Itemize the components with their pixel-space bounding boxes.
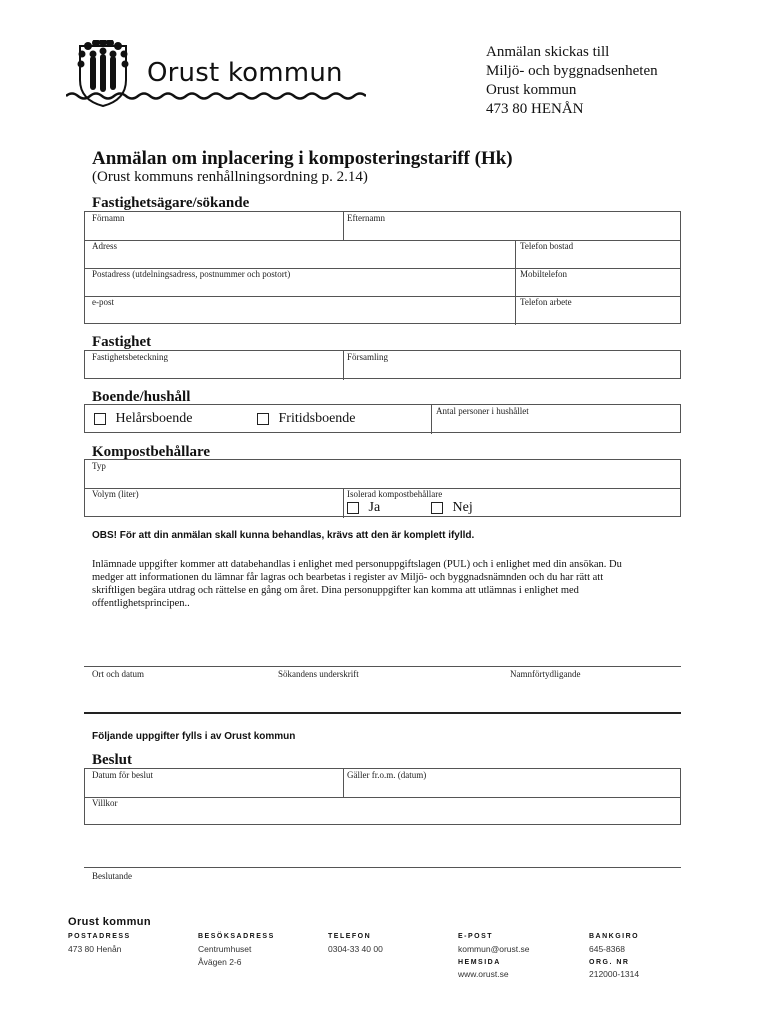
field-label: Datum för beslut — [92, 770, 153, 780]
option-label: Helårsboende — [115, 411, 193, 426]
postadress-field[interactable] — [92, 269, 290, 279]
fornamn-field[interactable] — [92, 213, 125, 223]
field-label: Volym (liter) — [92, 489, 139, 499]
field-label: Efternamn — [347, 213, 385, 223]
beslutande-line[interactable] — [84, 867, 681, 868]
field-label: Gäller fr.o.m. (datum) — [347, 770, 427, 780]
nej-option[interactable] — [431, 500, 473, 516]
ort-datum-label: Ort och datum — [92, 669, 144, 679]
address-line: Anmälan skickas till — [486, 44, 610, 60]
form-title: Anmälan om inplacering i komposteringstariff (Hk) — [92, 148, 513, 169]
isolerad-label: Isolerad kompostbehållare — [347, 489, 443, 499]
section-heading-owner: Fastighetsägare/sökande — [92, 195, 250, 211]
field-label: Postadress (utdelningsadress, postnummer och postort) — [92, 269, 291, 279]
footer-hemsida[interactable]: www.orust.se — [458, 969, 509, 979]
volym-field[interactable] — [92, 489, 139, 499]
owner-fields — [84, 211, 681, 324]
property-fields — [84, 350, 681, 379]
logo-wordmark: Orust kommun — [147, 58, 343, 88]
field-label: e-post — [92, 297, 114, 307]
divider — [84, 712, 681, 714]
address-line: Orust kommun — [486, 82, 577, 98]
fastighetsbeteckning-field[interactable] — [92, 352, 168, 362]
antal-personer-field[interactable] — [436, 406, 529, 416]
footer-postadress-heading: POSTADRESS — [68, 933, 131, 940]
paragraph-line: offentlighetsprincipen.. — [92, 598, 190, 609]
decision-fields — [84, 768, 681, 825]
footer-orgnr-heading: ORG. NR — [589, 959, 630, 966]
villkor-field[interactable] — [92, 798, 117, 808]
footer-bankgiro: 645-8368 — [589, 944, 625, 954]
section-heading-housing: Boende/hushåll — [92, 389, 191, 405]
telefon-arbete-field[interactable] — [520, 297, 572, 307]
pul-paragraph — [92, 558, 677, 610]
field-label: Församling — [347, 352, 389, 362]
field-label: Villkor — [92, 798, 118, 808]
galler-from-field[interactable] — [347, 770, 426, 780]
datum-beslut-field[interactable] — [92, 770, 153, 780]
paragraph-line: medger att informationen du lämnar får lagras och bearbetas i register av Miljö- och byggnadsnämnden och du har rätt att — [92, 572, 604, 583]
section-heading-property: Fastighet — [92, 334, 152, 350]
mobiltelefon-field[interactable] — [520, 269, 567, 279]
option-label: Nej — [452, 500, 473, 515]
paragraph-line: Inlämnade uppgifter kommer att databehandlas i enlighet med personuppgiftslagen (PUL) och i enlighet med din ansökan. Du — [92, 559, 622, 570]
field-label: Mobiltelefon — [520, 269, 567, 279]
underskrift-label: Sökandens underskrift — [278, 669, 359, 679]
ja-option[interactable] — [347, 500, 380, 516]
fritidsboende-checkbox[interactable] — [257, 413, 269, 425]
field-label: Förnamn — [92, 213, 125, 223]
footer-besoksadress-heading: BESÖKSADRESS — [198, 933, 275, 940]
option-label: Fritidsboende — [278, 411, 356, 426]
signature-line[interactable] — [84, 666, 681, 667]
forsamling-field[interactable] — [347, 352, 388, 362]
typ-field[interactable] — [92, 461, 106, 471]
field-label: Telefon bostad — [520, 241, 574, 251]
option-label: Ja — [368, 500, 381, 515]
section-heading-decision: Beslut — [92, 752, 133, 768]
housing-fields — [84, 404, 681, 433]
paragraph-line: skriftligen begära utdrag och rättelse en gång om året. Dina personuppgifter kan komma att utlämnas i enlighet med — [92, 585, 579, 596]
ja-checkbox[interactable] — [347, 502, 359, 514]
footer-bankgiro-heading: BANKGIRO — [589, 933, 640, 940]
footer-hemsida-heading: HEMSIDA — [458, 959, 501, 966]
recipient-address — [486, 43, 658, 119]
field-label: Typ — [92, 461, 106, 471]
footer-telefon-heading: TELEFON — [328, 933, 372, 940]
epost-field[interactable] — [92, 297, 114, 307]
address-line: Miljö- och byggnadsenheten — [486, 63, 658, 79]
footer-org-name: Orust kommun — [68, 916, 152, 928]
field-label: Fastighetsbeteckning — [92, 352, 168, 362]
field-label: Adress — [92, 241, 117, 251]
footer-orgnr: 212000-1314 — [589, 969, 640, 979]
footer-besoksadress-2: Åvägen 2-6 — [198, 957, 242, 967]
footer-postadress: 473 80 Henån — [68, 944, 122, 954]
helarsboende-checkbox[interactable] — [94, 413, 106, 425]
address-line: 473 80 HENÅN — [486, 101, 584, 117]
office-note: Följande uppgifter fylls i av Orust kommun — [92, 731, 296, 742]
footer-epost[interactable]: kommun@orust.se — [458, 944, 530, 954]
footer-epost-heading: E-POST — [458, 933, 494, 940]
form-subtitle: (Orust kommuns renhållningsordning p. 2.14) — [92, 169, 368, 185]
footer-telefon: 0304-33 40 00 — [328, 944, 383, 954]
nej-checkbox[interactable] — [431, 502, 443, 514]
helarsboende-option[interactable] — [94, 411, 192, 427]
telefon-bostad-field[interactable] — [520, 241, 573, 251]
compost-fields — [84, 459, 681, 517]
fritidsboende-option[interactable] — [257, 411, 356, 427]
beslutande-label: Beslutande — [92, 871, 132, 881]
namnfortydligande-label: Namnförtydligande — [510, 669, 581, 679]
section-heading-compost: Kompostbehållare — [92, 444, 211, 460]
footer-besoksadress-1: Centrumhuset — [198, 944, 252, 954]
field-label: Antal personer i hushållet — [436, 406, 529, 416]
efternamn-field[interactable] — [347, 213, 385, 223]
field-label: Telefon arbete — [520, 297, 572, 307]
adress-field[interactable] — [92, 241, 117, 251]
obs-notice: OBS! För att din anmälan skall kunna behandlas, krävs att den är komplett ifylld. — [92, 530, 475, 541]
